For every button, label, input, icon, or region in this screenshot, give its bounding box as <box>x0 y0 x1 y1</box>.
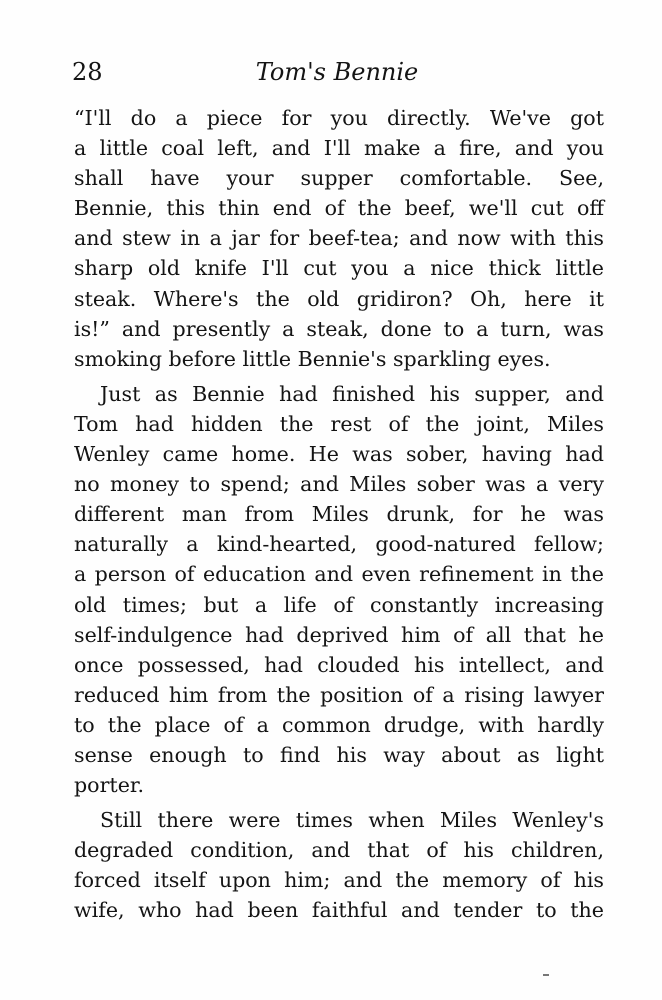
text-line: is!” and presently a steak, done to a turn, was <box>74 316 604 341</box>
paragraph <box>74 379 604 800</box>
text-line: sense enough to find his way about as light <box>74 742 604 767</box>
text-line: a person of education and even refinement in the <box>74 562 604 587</box>
text-line: no money to spend; and Miles sober was a very <box>74 472 604 497</box>
text-line: wife, who had been faithful and tender to the <box>74 898 604 923</box>
paragraph <box>74 805 604 925</box>
text-line: naturally a kind-hearted, good-natured fellow; <box>74 532 604 557</box>
text-line: reduced him from the position of a rising lawyer <box>74 682 604 707</box>
text-line: Just as Bennie had finished his supper, and <box>100 381 604 406</box>
text-line: “I'll do a piece for you directly. We've got <box>74 106 604 130</box>
text-line: Tom had hidden the rest of the joint, Miles <box>74 411 604 436</box>
text-line: smoking before little Bennie's sparkling eyes. <box>74 346 551 371</box>
text-line: once possessed, had clouded his intellect, and <box>74 652 604 677</box>
text-line: Still there were times when Miles Wenley's <box>100 808 604 833</box>
text-line: steak. Where's the old gridiron? Oh, here it <box>74 286 604 311</box>
text-line: self-indulgence had deprived him of all that he <box>74 622 604 647</box>
running-head: Tom's Bennie <box>255 58 419 86</box>
text-line: porter. <box>74 773 145 798</box>
paragraph <box>74 103 604 374</box>
text-line: and stew in a jar for beef-tea; and now with this <box>74 226 604 251</box>
page-number: 28 <box>72 58 103 86</box>
text-line: forced itself upon him; and the memory of his <box>74 868 604 893</box>
text-line: to the place of a common drudge, with hardly <box>74 712 604 737</box>
body-text <box>74 103 604 931</box>
text-line: old times; but a life of constantly increasing <box>74 592 604 617</box>
text-line: a little coal left, and I'll make a fire, and you <box>74 136 604 161</box>
text-line: different man from Miles drunk, for he was <box>74 502 604 527</box>
print-speck <box>543 974 549 976</box>
text-line: degraded condition, and that of his children, <box>74 838 604 863</box>
page-header <box>72 54 602 90</box>
text-line: sharp old knife I'll cut you a nice thick little <box>74 256 604 281</box>
text-line: Wenley came home. He was sober, having had <box>74 442 604 467</box>
text-line: Bennie, this thin end of the beef, we'll cut off <box>74 196 604 221</box>
text-line: shall have your supper comfortable. See, <box>74 166 604 191</box>
